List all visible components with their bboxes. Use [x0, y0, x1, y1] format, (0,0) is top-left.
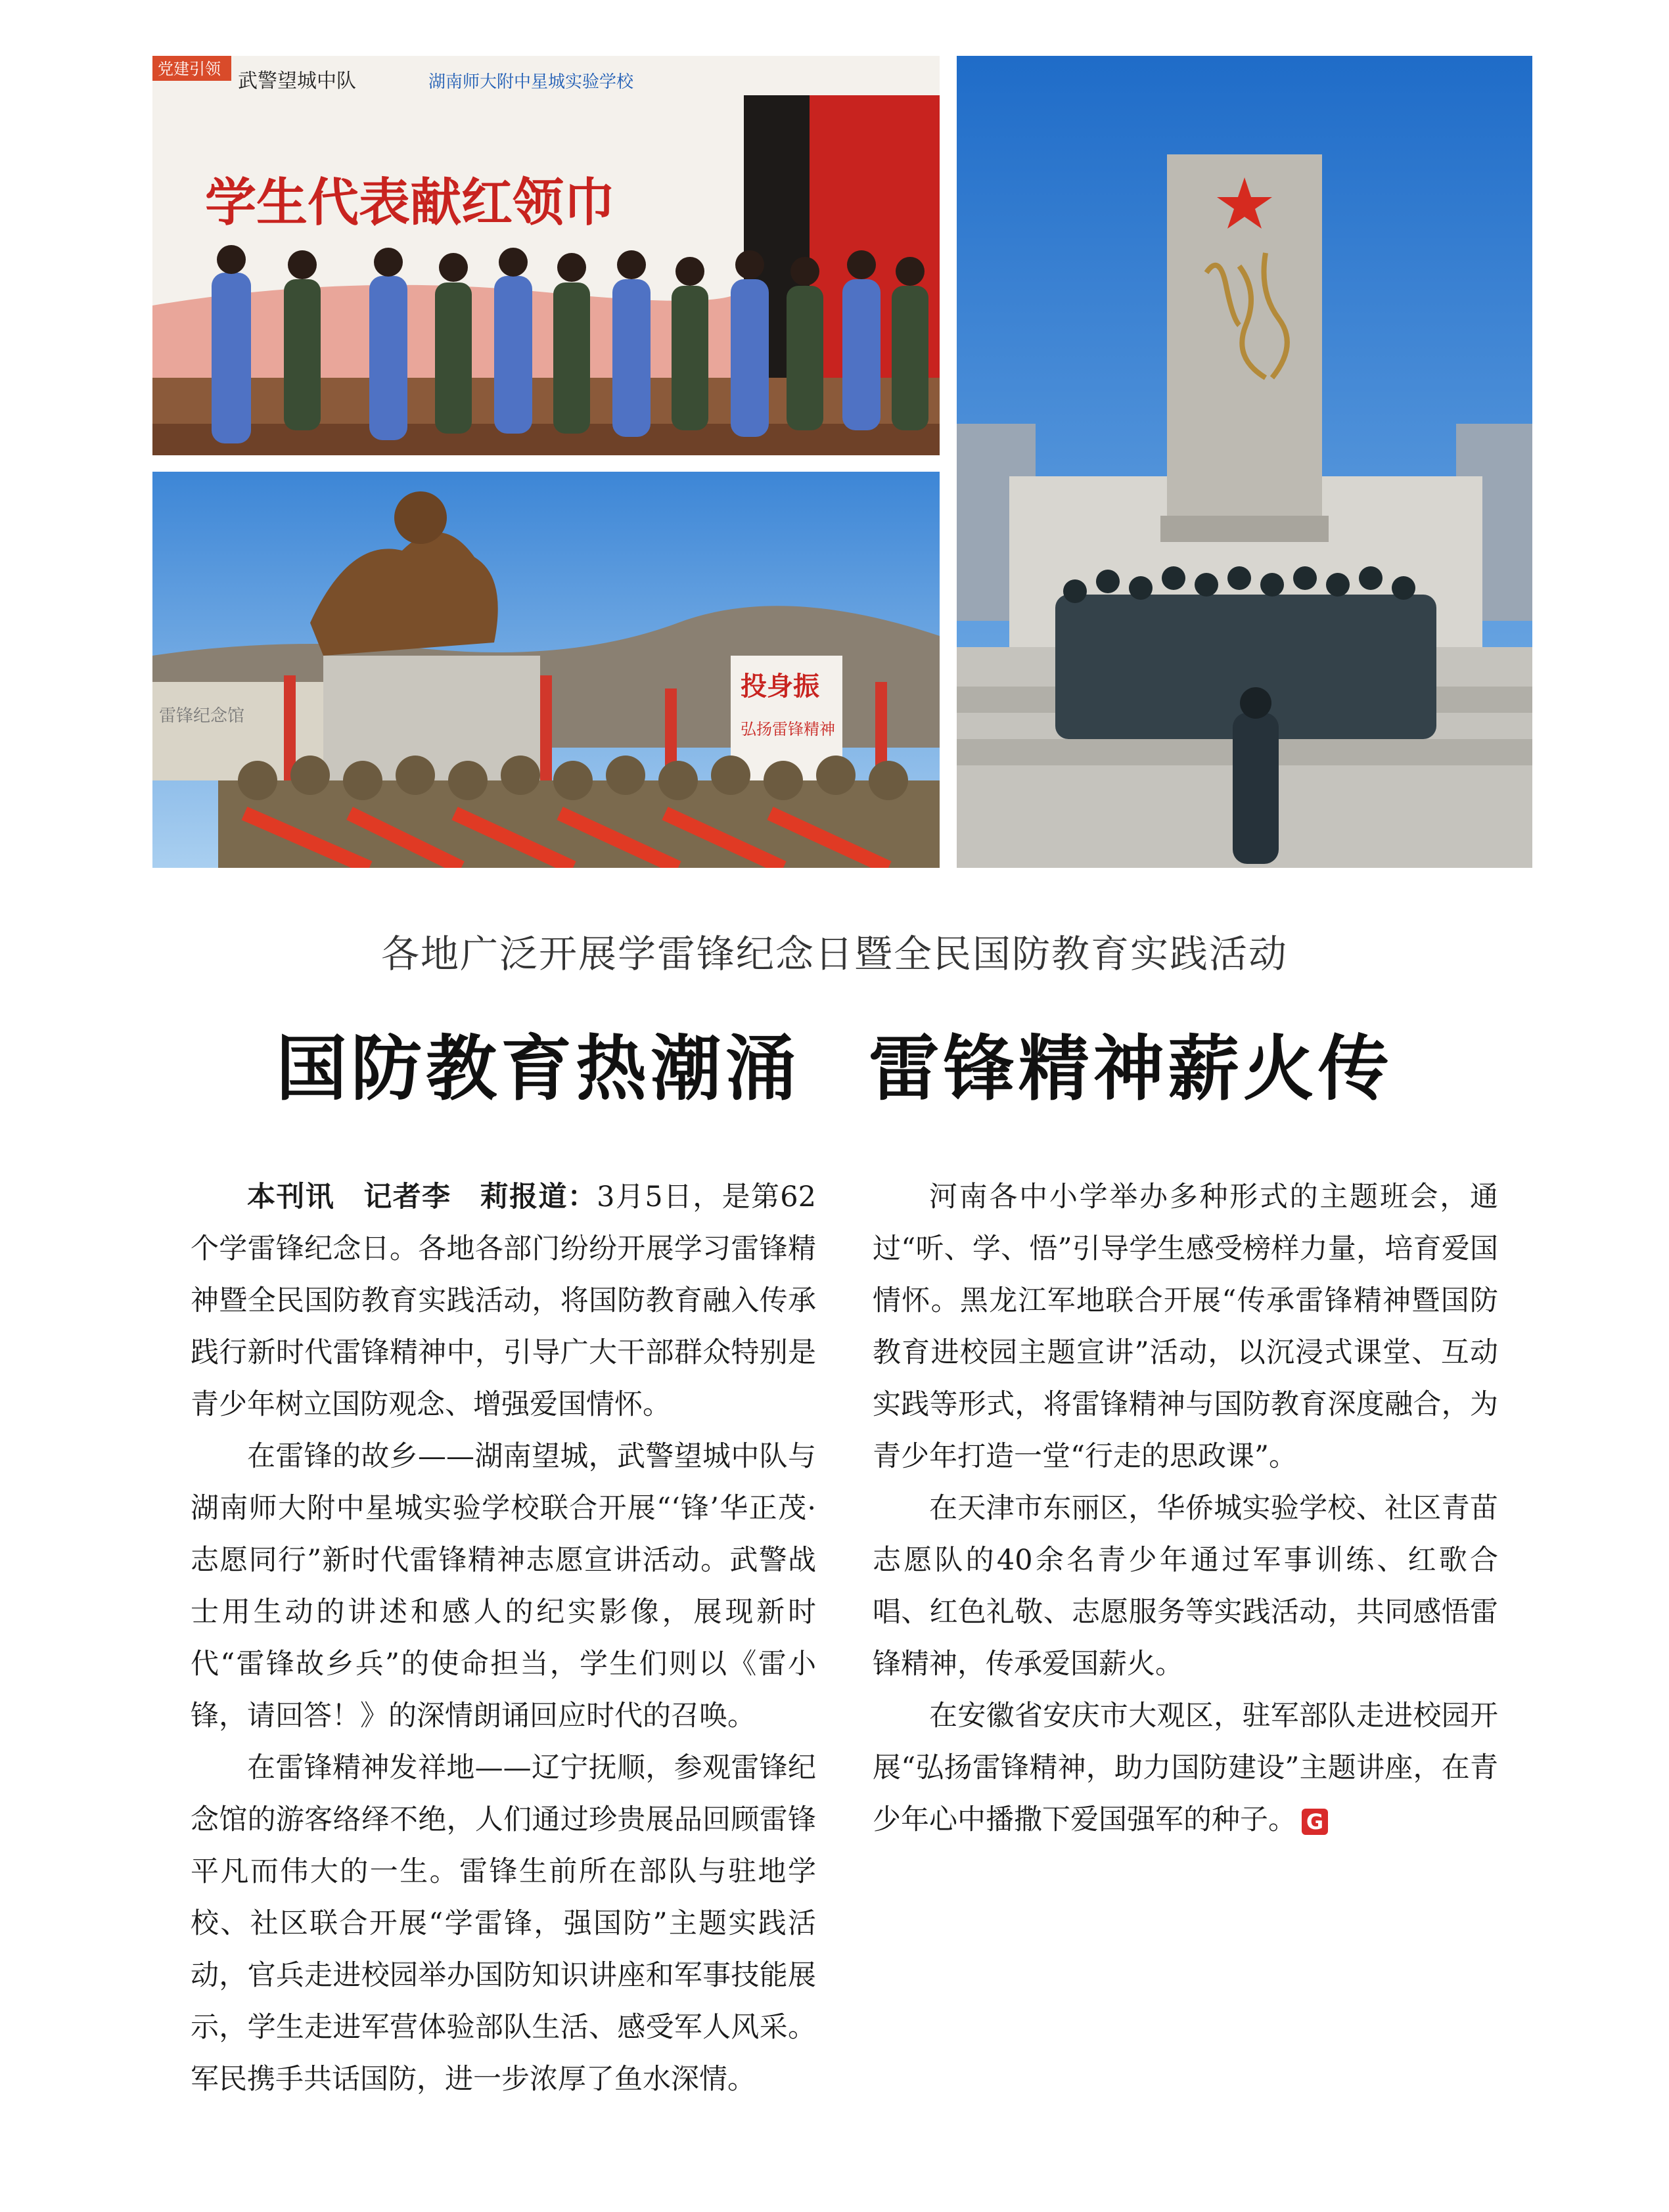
- paragraph-6: [873, 1690, 1498, 1846]
- slogan-text: 投身振: [741, 671, 819, 702]
- article-title: [0, 1012, 1669, 1114]
- recruits-crowd: [218, 756, 940, 868]
- title-part-a: 国防教育热潮涌: [276, 1028, 801, 1110]
- memorial-wall-text: 雷锋纪念馆: [159, 706, 245, 726]
- article-column-left: [191, 1171, 816, 2106]
- paragraph-6-text: 在安徽省安庆市大观区，驻军部队走进校园开展“弘扬雷锋精神，助力国防建设”主题讲座，在青少年心中播撒下爱国强军的种子。: [873, 1700, 1498, 1836]
- photo-statue: [152, 472, 940, 868]
- paragraph-1-text: 3月5日，是第62个学雷锋纪念日。各地各部门纷纷开展学习雷锋精神暨全民国防教育实践活动，将国防教育融入传承践行新时代雷锋精神中，引导广大干部群众特别是青少年树立国防观念、增强爱国情怀。: [191, 1181, 817, 1421]
- banner-top-text: 武警望城中队: [238, 70, 356, 93]
- slogan-text-b: 弘扬雷锋精神: [741, 720, 835, 738]
- ceremony-image: [152, 56, 940, 455]
- paragraph-2: 在雷锋的故乡——湖南望城，武警望城中队与湖南师大附中星城实验学校联合开展“‘锋’华正茂·志愿同行”新时代雷锋精神志愿宣讲活动。武警战士用生动的讲述和感人的纪实影像，展现新时代“雷锋故乡兵”的使命担当，学生们则以《雷小锋，请回答！》的深情朗诵回应时代的召唤。: [191, 1440, 816, 1732]
- photo-monument: [957, 56, 1532, 868]
- paragraph-1: [191, 1171, 816, 1431]
- monument-image: [957, 56, 1532, 868]
- byline: 本刊讯 记者李 莉报道：: [247, 1181, 597, 1213]
- corner-tag: 党建引领: [158, 60, 221, 78]
- article-column-right: [873, 1171, 1498, 1846]
- end-mark-icon: G: [1302, 1809, 1328, 1835]
- screen-title: 学生代表献红领巾: [205, 173, 616, 233]
- statue-image: [152, 472, 940, 868]
- conductor: [1233, 713, 1279, 864]
- paragraph-5: 在天津市东丽区，华侨城实验学校、社区青苗志愿队的40余名青少年通过军事训练、红歌合唱、红色礼敬、志愿服务等实践活动，共同感悟雷锋精神，传承爱国薪火。: [873, 1492, 1498, 1681]
- banner-sub-text: 湖南师大附中星城实验学校: [428, 72, 634, 92]
- title-part-b: 雷锋精神薪火传: [868, 1028, 1393, 1110]
- article-subtitle: 各地广泛开展学雷锋纪念日暨全民国防教育实践活动: [380, 932, 1288, 976]
- paragraph-3: 在雷锋精神发祥地——辽宁抚顺，参观雷锋纪念馆的游客络绎不绝，人们通过珍贵展品回顾雷锋平凡而伟大的一生。雷锋生前所在部队与驻地学校、社区联合开展“学雷锋，强国防”主题实践活动，官兵走进校园举办国防知识讲座和军事技能展示，学生走进军营体验部队生活、感受军人风采。军民携手共话国防，进一步浓厚了鱼水深情。: [191, 1751, 816, 2096]
- paragraph-4: 河南各中小学举办多种形式的主题班会，通过“听、学、悟”引导学生感受榜样力量，培育爱国情怀。黑龙江军地联合开展“传承雷锋精神暨国防教育进校园主题宣讲”活动，以沉浸式课堂、互动实践等形式，将雷锋精神与国防教育深度融合，为青少年打造一堂“行走的思政课”。: [873, 1181, 1498, 1473]
- photo-ceremony: [152, 56, 940, 455]
